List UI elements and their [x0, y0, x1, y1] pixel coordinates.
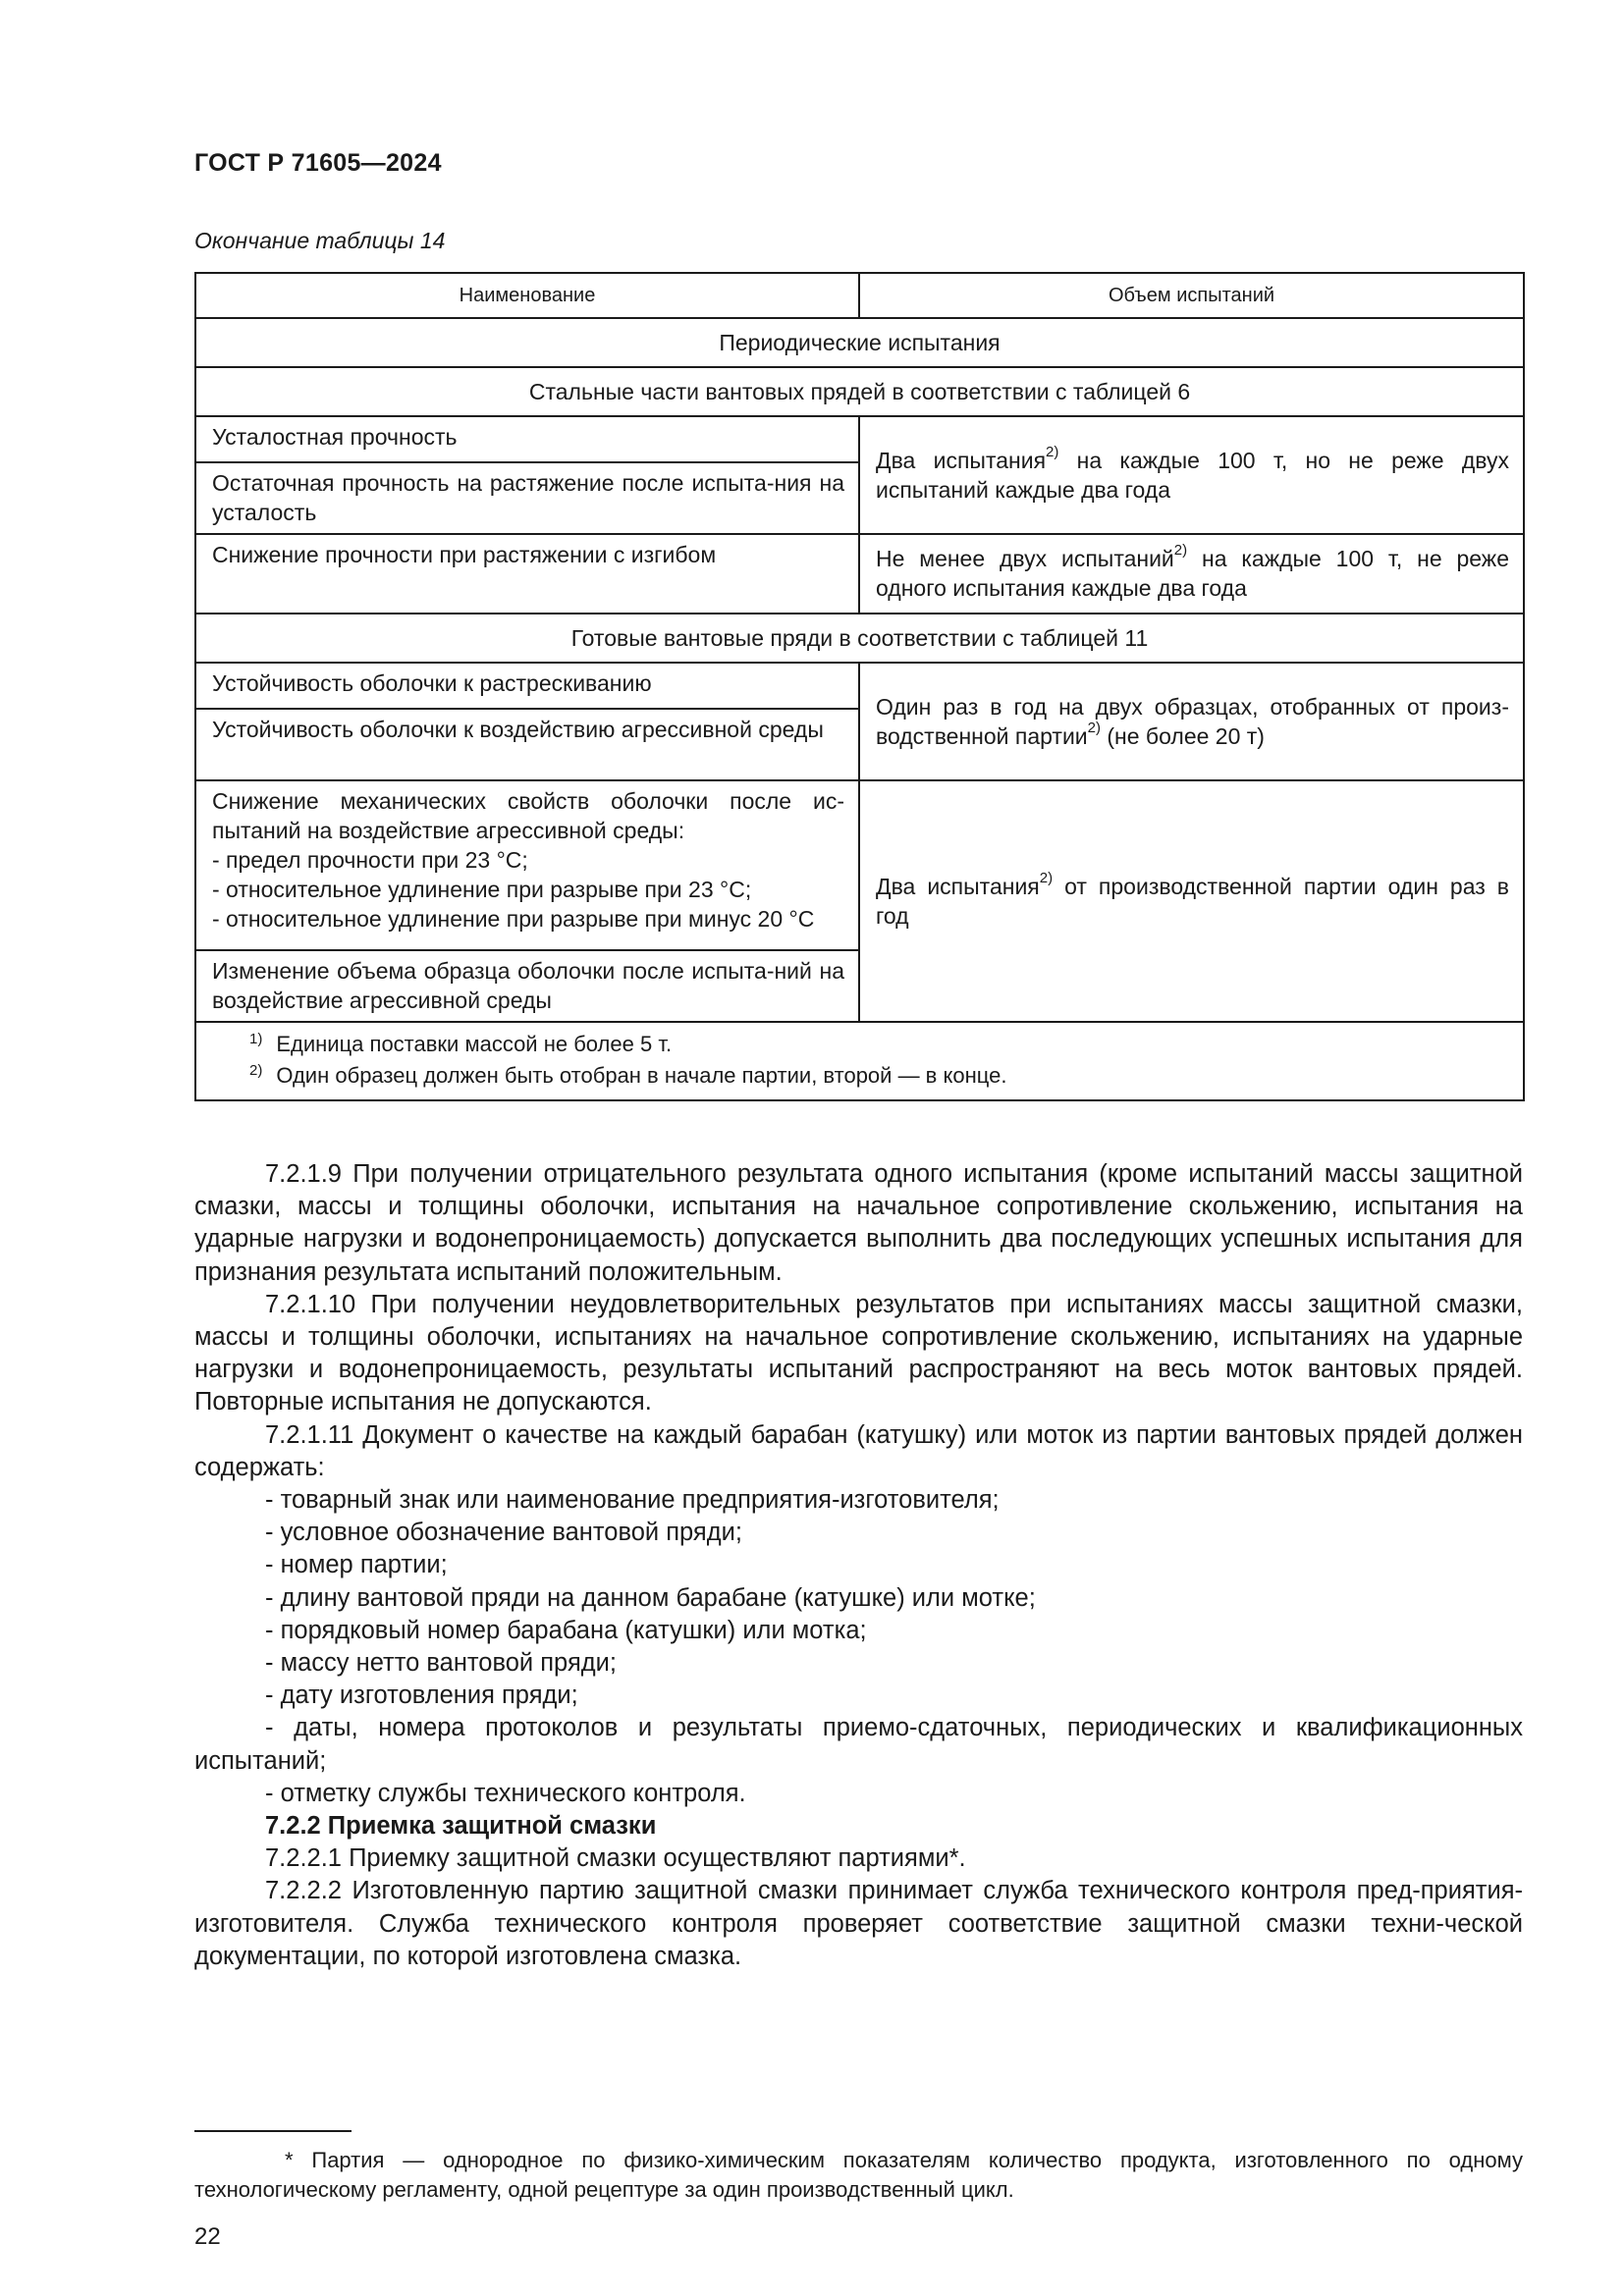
volume-text: Не менее двух испытаний: [876, 546, 1174, 571]
paragraph-7-2-2-1: 7.2.2.1 Приемку защитной смазки осуществляют партиями*.: [265, 1844, 966, 1873]
footnote-ref: 2): [1173, 542, 1188, 560]
document-id: ГОСТ Р 71605—2024: [194, 149, 442, 177]
test-name: Снижение прочности при растяжении с изгибом: [195, 534, 859, 614]
group-row: [195, 367, 1524, 416]
test-volume: [859, 534, 1524, 614]
footnote-divider: [194, 2130, 352, 2132]
list-item: - условное обозначение вантовой пряди;: [265, 1519, 742, 1547]
table-row: [195, 416, 1524, 462]
test-name: Остаточная прочность на растяжение после испыта-ния на усталость: [195, 462, 859, 534]
section-row: [195, 318, 1524, 367]
test-name: Устойчивость оболочки к воздействию агрессивной среды: [195, 709, 859, 780]
test-name-line: - относительное удлинение при разрыве при минус 20 °С: [212, 906, 815, 932]
table-notes-row: [195, 1022, 1524, 1100]
table-row: [195, 663, 1524, 709]
table-note: [249, 1060, 1507, 1092]
list-item: - длину вантовой пряди на данном барабане (катушке) или мотке;: [265, 1583, 1036, 1612]
footnote-ref: 2): [1039, 869, 1054, 886]
test-name-line: - предел прочности при 23 °С;: [212, 847, 528, 873]
list-item: - порядковый номер барабана (катушки) или мотка;: [265, 1616, 867, 1644]
volume-text: на каждые 100 т, но не реже двух испытаний каждые два года: [876, 447, 1510, 503]
group-title-steel-parts: Стальные части вантовых прядей в соответствии с таблицей 6: [195, 367, 1524, 416]
footnote-ref: 2): [1087, 719, 1101, 736]
group-row: [195, 614, 1524, 663]
list-item: - даты, номера протоколов и результаты приемо-сдаточных, периодических и квалификационных испытаний;: [194, 1714, 1523, 1775]
test-name: [195, 780, 859, 950]
note-mark: 2): [249, 1061, 263, 1079]
note-text: Один образец должен быть отобран в начале партии, второй — в конце.: [276, 1063, 1007, 1088]
list-item: - номер партии;: [265, 1551, 448, 1579]
test-volume: [859, 663, 1524, 780]
table-caption: Окончание таблицы 14: [194, 228, 446, 253]
paragraph-7-2-1-9: 7.2.1.9 При получении отрицательного результата одного испытания (кроме испытаний массы защитной смазки, массы и толщины оболочки, испытания на начальное сопротивление скольжению, испытания на ударные нагрузки и водонепроницаемость) допускается выполнить два последующих успешных испытания для признания результата испытаний положительным.: [194, 1160, 1523, 1286]
volume-text: (не более 20 т): [1101, 722, 1265, 749]
note-mark: 1): [249, 1030, 263, 1047]
table-note: [249, 1029, 1507, 1060]
test-volume: [859, 416, 1524, 534]
page-footnote: * Партия — однородное по физико-химическим показателям количество продукта, изготовленного по одному технологическому регламенту, одной рецептуре за один производственный цикл.: [194, 2148, 1523, 2202]
list-item: - отметку службы технического контроля.: [265, 1779, 746, 1807]
body-text: [194, 1158, 1523, 1973]
volume-text: Один раз в год на двух образцах, отобранных от произ-водственной партии: [876, 693, 1509, 749]
list-item: - товарный знак или наименование предприятия-изготовителя;: [265, 1486, 1000, 1515]
section-heading-7-2-2: 7.2.2 Приемка защитной смазки: [265, 1812, 657, 1841]
volume-text: Два испытания: [876, 447, 1047, 473]
table-row: [195, 534, 1524, 614]
paragraph-7-2-1-11: 7.2.1.11 Документ о качестве на каждый барабан (катушку) или моток из партии вантовых прядей должен содержать:: [194, 1420, 1523, 1481]
note-text: Единица поставки массой не более 5 т.: [276, 1032, 673, 1056]
test-name: Усталостная прочность: [195, 416, 859, 462]
page-number: 22: [194, 2223, 221, 2250]
paragraph-7-2-2-2: 7.2.2.2 Изготовленную партию защитной смазки принимает служба технического контроля пред-приятия-изготовителя. Служба технического контроля проверяет соответствие защитной смазки техни-ческой документации, по которой изготовлена смазка.: [194, 1877, 1523, 1970]
test-name: Изменение объема образца оболочки после испыта-ний на воздействие агрессивной среды: [195, 950, 859, 1022]
test-volume: [859, 780, 1524, 1022]
paragraph-7-2-1-10: 7.2.1.10 При получении неудовлетворительных результатов при испытаниях массы защитной смазки, массы и толщины оболочки, испытаниях на начальное сопротивление скольжению, испытаниях на ударные нагрузки и водонепроницаемость, результаты испытаний распространяют на весь моток вантовых прядей. Повторные испытания не допускаются.: [194, 1290, 1523, 1416]
list-item: - массу нетто вантовой пряди;: [265, 1649, 617, 1678]
test-name-line: Снижение механических свойств оболочки после ис-пытаний на воздействие агрессивной среды:: [212, 788, 844, 843]
test-name: Устойчивость оболочки к растрескиванию: [195, 663, 859, 709]
column-header-name: Наименование: [195, 273, 859, 318]
table-notes: [195, 1022, 1524, 1100]
volume-text: от производственной партии один раз в год: [876, 873, 1509, 929]
volume-text: Два испытания: [876, 873, 1040, 899]
column-header-volume: Объем испытаний: [859, 273, 1524, 318]
list-item: - дату изготовления пряди;: [265, 1682, 578, 1710]
test-volume-table: [194, 272, 1525, 1101]
test-name-line: - относительное удлинение при разрыве при 23 °С;: [212, 877, 752, 902]
footnote-ref: 2): [1046, 443, 1059, 460]
table-row: [195, 780, 1524, 950]
section-title-periodic: Периодические испытания: [195, 318, 1524, 367]
volume-text: на каждые 100 т, не реже одного испытания каждые два года: [876, 546, 1509, 601]
group-title-finished-strands: Готовые вантовые пряди в соответствии с таблицей 11: [195, 614, 1524, 663]
table-header-row: [195, 273, 1524, 318]
